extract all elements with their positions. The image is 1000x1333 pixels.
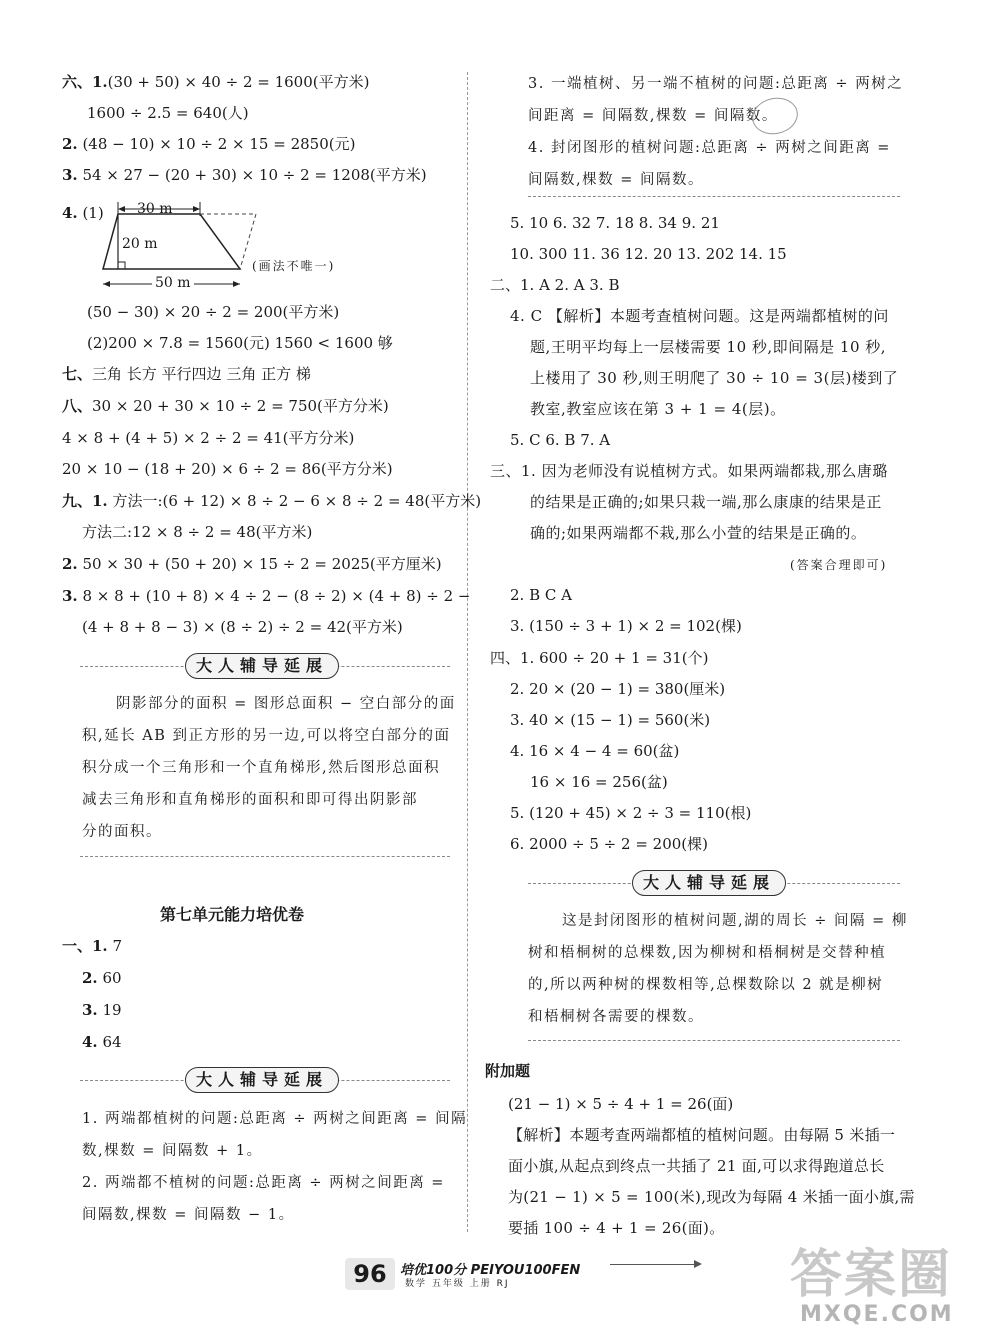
answer-line: 3. 40 × (15 − 1) = 560(米) (510, 711, 711, 729)
tutor-paragraph: 1. 两端都植树的问题:总距离 ÷ 两树之间距离 = 间隔 数,棵数 = 间隔数 + 1。 2. 两端都不植树的问题:总距离 ÷ 两树之间距离 = 间隔数,棵数 = 间隔数 − 1。 (82, 1111, 468, 1223)
answer-line: 2. B C A (510, 586, 572, 604)
answer-line: 2. (48 − 10) × 10 ÷ 2 × 15 = 2850(元) (62, 135, 356, 153)
answer-line: 2. 20 × (20 − 1) = 380(厘米) (510, 680, 726, 698)
answer-line: (21 − 1) × 5 ÷ 4 + 1 = 26(面) (508, 1095, 734, 1113)
tutor-paragraph-continued: 3. 一端植树、另一端不植树的问题:总距离 ÷ 两树之 间距离 = 间隔数,棵数 = 间隔数。 4. 封闭图形的植树问题:总距离 ÷ 两树之间距离 = 间隔数,棵数 = 间隔数。 (528, 76, 904, 188)
answer-line: 方法二:12 × 8 ÷ 2 = 48(平方米) (82, 523, 313, 541)
watermark: 答案圈 MXQE.COM (790, 1245, 954, 1327)
answer-line: 四、1. 600 ÷ 20 + 1 = 31(个) (490, 649, 709, 667)
answer-line: 为(21 − 1) × 5 = 100(米),现改为每隔 4 米插一面小旗,需 (508, 1188, 915, 1206)
answer-line: 教室,教室应该在第 3 + 1 = 4(层)。 (530, 400, 786, 418)
answer-line: 六、1.(30 + 50) × 40 ÷ 2 = 1600(平方米) (62, 73, 370, 91)
section-rule (528, 196, 900, 197)
answer-line: 20 × 10 − (18 + 20) × 6 ÷ 2 = 86(平方分米) (62, 460, 393, 478)
answer-line: 二、1. A 2. A 3. B (490, 276, 620, 294)
answer-line: 6. 2000 ÷ 5 ÷ 2 = 200(棵) (510, 835, 708, 853)
answer-line: 10. 300 11. 36 12. 20 13. 202 14. 15 (510, 245, 787, 263)
answer-line: 面小旗,从起点到终点一共插了 21 面,可以求得跑道总长 (508, 1157, 885, 1175)
answer-line: 题,王明平均每上一层楼需要 10 秒,即间隔是 10 秒, (530, 338, 887, 356)
answer-line: 2. 50 × 30 + (50 + 20) × 15 ÷ 2 = 2025(平方厘米) (62, 555, 442, 573)
answer-note: (答案合理即可) (790, 558, 888, 572)
answer-line: 4. 16 × 4 − 4 = 60(盆) (510, 742, 680, 760)
section-title: 第七单元能力培优卷 (160, 905, 305, 924)
answer-line: 4 × 8 + (4 + 5) × 2 ÷ 2 = 41(平方分米) (62, 429, 355, 447)
brand-logo: 培优100分 PEIYOU100FEN (400, 1263, 581, 1278)
tutor-paragraph: 阴影部分的面积 = 图形总面积 − 空白部分的面 积,延长 AB 到正方形的另一边,可以将空白部分的面 积分成一个三角形和一个直角梯形,然后图形总面积 减去三角形和直角梯形的面积和即可得出阴影部 分的面积。 (82, 696, 456, 840)
answer-line: 八、30 × 20 + 30 × 10 ÷ 2 = 750(平方分米) (62, 397, 389, 415)
tutor-paragraph: 这是封闭图形的植树问题,湖的周长 ÷ 间隔 = 柳 树和梧桐树的总棵数,因为柳树和梧桐树是交替种植 的,所以两种树的棵数相等,总棵数除以 2 就是柳树 和梧桐树各需要的棵数。 (528, 913, 908, 1025)
answer-line: 4. C 【解析】本题考查植树问题。这是两端都植树的问 (510, 307, 889, 325)
answer-line: 16 × 16 = 256(盆) (530, 773, 668, 791)
arrow-icon (610, 1264, 700, 1265)
answer-line: 5. C 6. B 7. A (510, 431, 611, 449)
answer-line: 3. 19 (82, 1001, 122, 1019)
book-subtitle: 数学 五年级 上册 RJ (405, 1279, 510, 1289)
figure-top-label: 30 m (137, 201, 173, 217)
section-rule (528, 1040, 900, 1041)
answer-line: 1600 ÷ 2.5 = 640(人) (87, 104, 249, 122)
answer-line: 的结果是正确的;如果只栽一端,那么康康的结果是正 (530, 493, 882, 511)
answer-line: 确的;如果两端都不栽,那么小萱的结果是正确的。 (530, 524, 867, 542)
answer-line: 4. (1) (62, 204, 104, 222)
answer-line: 5. (120 + 45) × 2 ÷ 3 = 110(根) (510, 804, 752, 822)
answer-line: 3. 54 × 27 − (20 + 30) × 10 ÷ 2 = 1208(平方米) (62, 166, 427, 184)
answer-line: 九、1. 方法一:(6 + 12) × 8 ÷ 2 − 6 × 8 ÷ 2 = 48(平方米) (62, 492, 482, 510)
answer-line: 一、1. 7 (62, 937, 122, 955)
figure-bottom-label: 50 m (152, 272, 194, 294)
figure-note: (画法不唯一) (252, 259, 336, 273)
answer-line: (2)200 × 7.8 = 1560(元) 1560 < 1600 够 (87, 334, 393, 352)
extra-question-title: 附加题 (485, 1062, 531, 1080)
answer-line: 3. 8 × 8 + (10 + 8) × 4 ÷ 2 − (8 ÷ 2) × (4 + 8) ÷ 2 − (62, 587, 471, 605)
answer-line: 上楼用了 30 秒,则王明爬了 30 ÷ 10 = 3(层)楼到了 (530, 369, 899, 387)
page-number: 96 (345, 1258, 395, 1290)
answer-line: (4 + 8 + 8 − 3) × (8 ÷ 2) ÷ 2 = 42(平方米) (82, 618, 403, 636)
answer-line: (50 − 30) × 20 ÷ 2 = 200(平方米) (87, 303, 340, 321)
answer-line: 4. 64 (82, 1033, 122, 1051)
answer-line: 3. (150 ÷ 3 + 1) × 2 = 102(棵) (510, 617, 742, 635)
section-rule (80, 856, 450, 857)
column-divider (467, 72, 468, 1232)
figure-side-label: 20 m (122, 236, 158, 252)
answer-line: 【解析】本题考查两端都植的植树问题。由每隔 5 米插一 (508, 1126, 896, 1144)
answer-line: 三、1. 因为老师没有说植树方式。如果两端都栽,那么唐璐 (490, 462, 888, 480)
answer-line: 2. 60 (82, 969, 122, 987)
answer-line: 要插 100 ÷ 4 + 1 = 26(面)。 (508, 1219, 725, 1237)
answer-line: 七、三角 长方 平行四边 三角 正方 梯 (62, 365, 311, 383)
answer-line: 5. 10 6. 32 7. 18 8. 34 9. 21 (510, 214, 720, 232)
